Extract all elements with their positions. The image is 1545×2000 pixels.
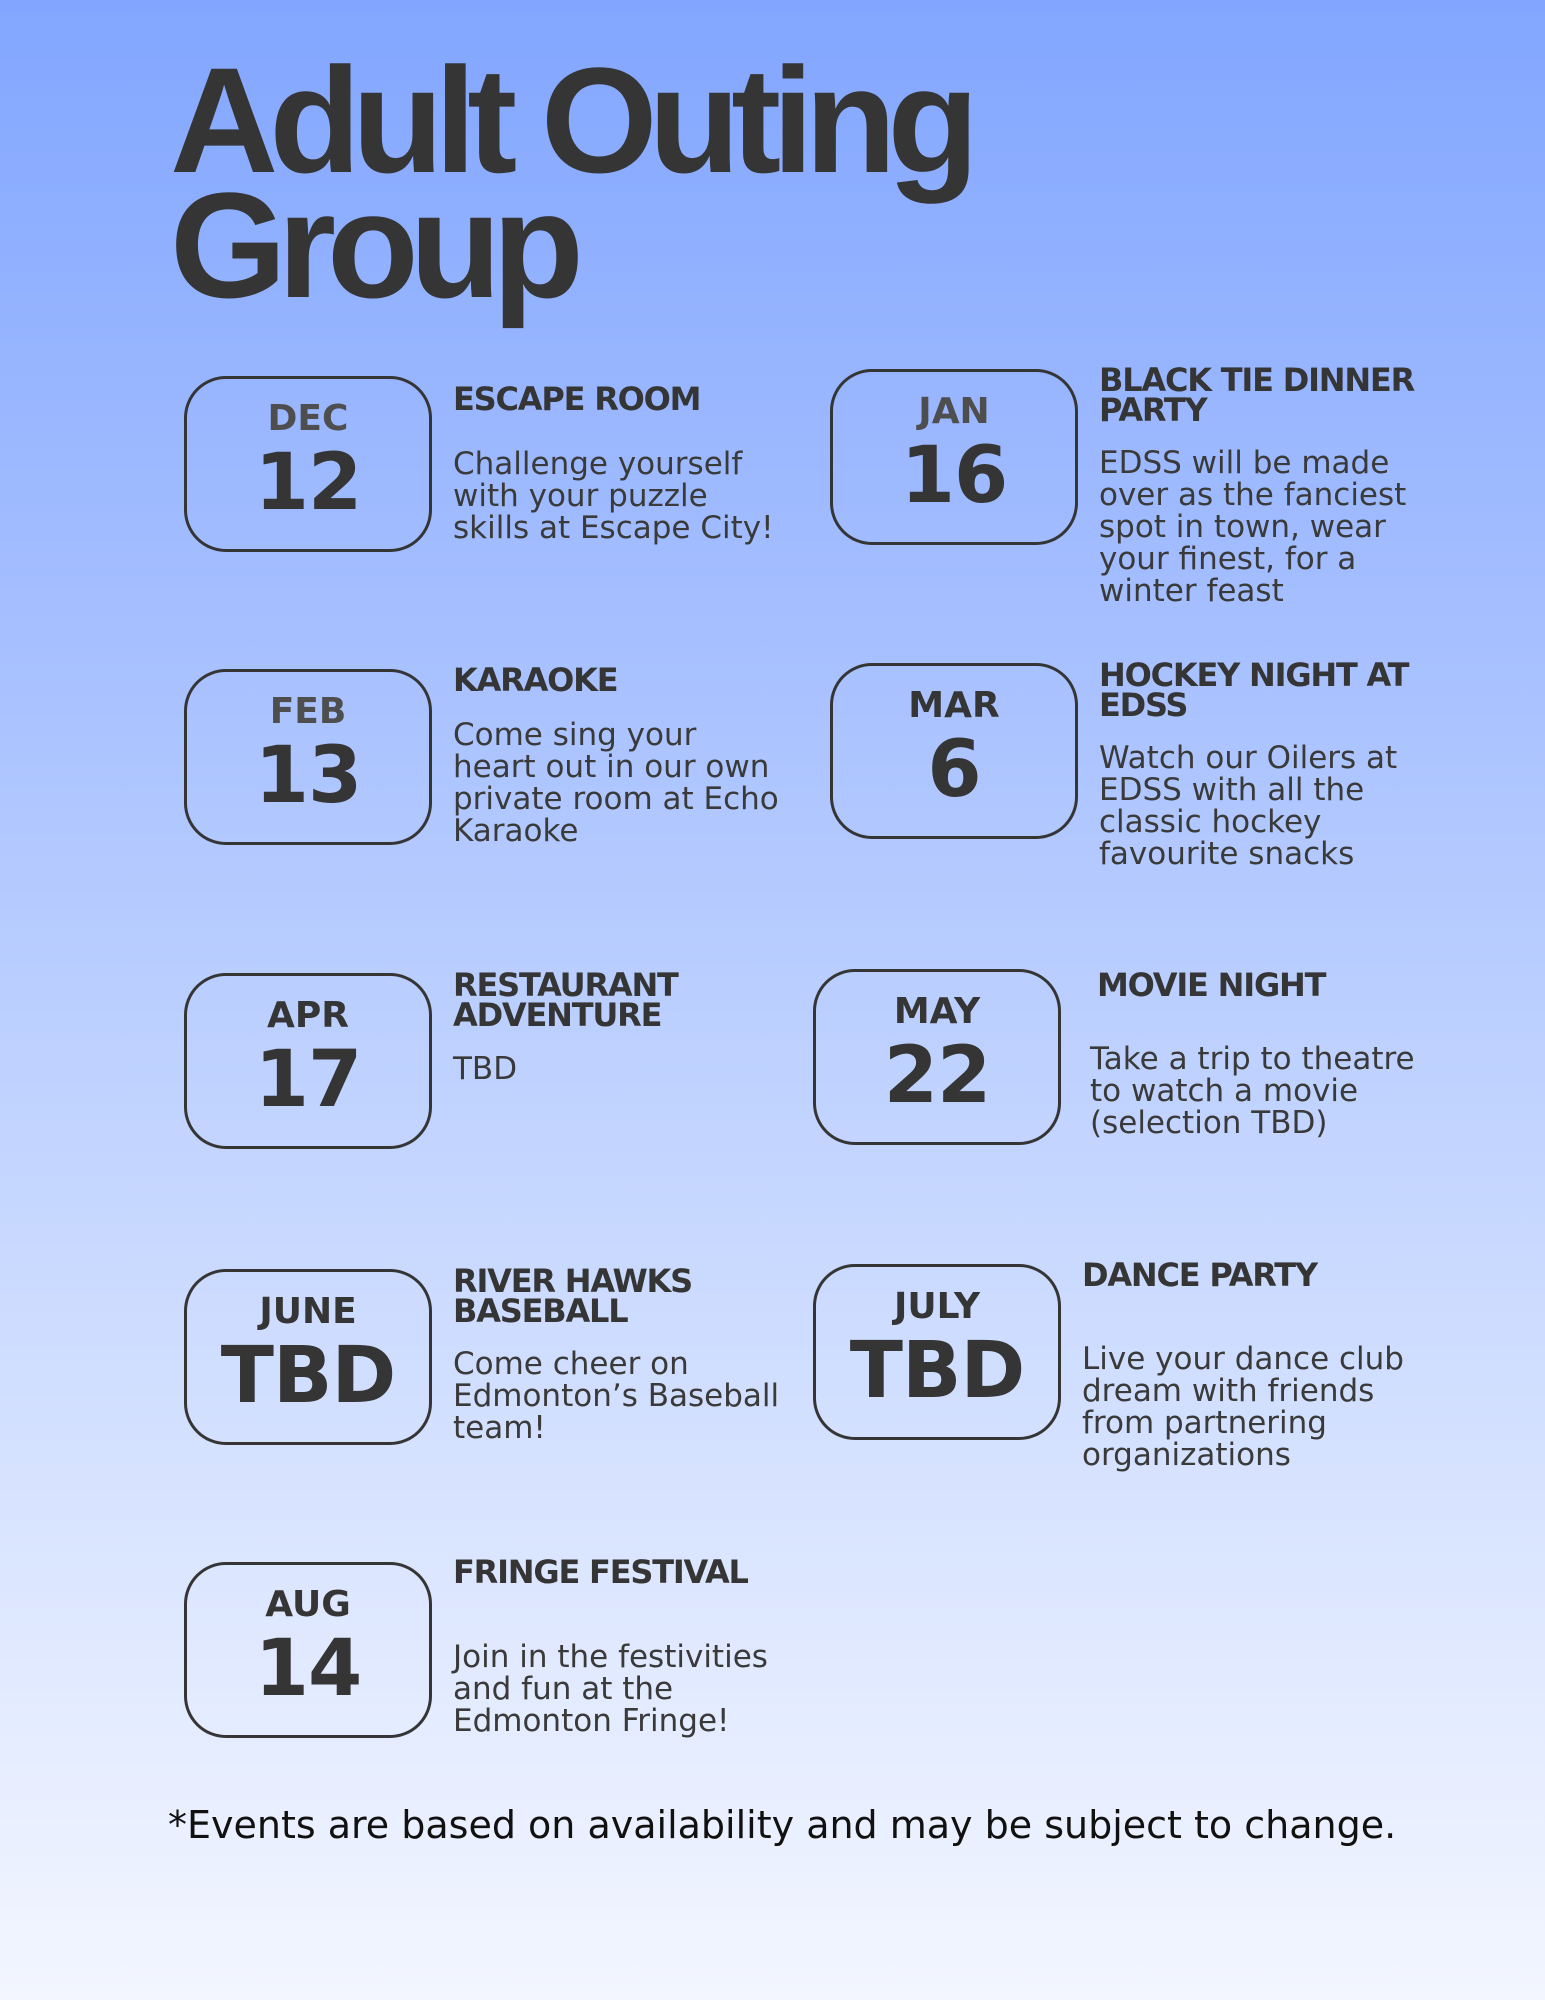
event-description: Take a trip to theatre to watch a movie (selection TBD): [1090, 1041, 1415, 1141]
event-month: JUNE: [259, 1291, 357, 1332]
event-day: 16: [900, 431, 1008, 521]
date-box-mar: [830, 663, 1078, 839]
event-description: Come sing your heart out in our own private room at Echo Karaoke: [453, 717, 779, 849]
event-month: DEC: [267, 398, 349, 439]
event-description: Live your dance club dream with friends from partnering organizations: [1082, 1341, 1404, 1473]
date-box-jan: [830, 369, 1078, 545]
event-title: BLACK TIE DINNER PARTY: [1099, 361, 1415, 429]
event-description: Come cheer on Edmonton’s Baseball team!: [453, 1346, 780, 1446]
event-title: DANCE PARTY: [1082, 1256, 1317, 1294]
event-day: TBD: [849, 1326, 1025, 1416]
event-day: 6: [927, 725, 981, 815]
event-description: TBD: [453, 1051, 518, 1087]
event-title: KARAOKE: [453, 661, 618, 699]
date-box-june: [184, 1269, 432, 1445]
date-box-aug: [184, 1562, 432, 1738]
event-title: RIVER HAWKS BASEBALL: [453, 1262, 693, 1330]
date-box-may: [813, 969, 1061, 1145]
event-month: AUG: [265, 1584, 351, 1625]
date-box-july: [813, 1264, 1061, 1440]
event-month: JULY: [893, 1286, 981, 1327]
event-month: MAY: [893, 991, 981, 1032]
event-description: EDSS will be made over as the fanciest spot in town, wear your finest, for a winter feast: [1099, 445, 1407, 609]
date-box-feb: [184, 669, 432, 845]
event-title: MOVIE NIGHT: [1097, 966, 1326, 1004]
event-title: HOCKEY NIGHT AT EDSS: [1099, 656, 1409, 724]
event-month: JAN: [918, 391, 990, 432]
event-month: FEB: [269, 691, 347, 732]
date-box-apr: [184, 973, 432, 1149]
event-day: 13: [254, 731, 362, 821]
event-day: 17: [254, 1035, 362, 1125]
event-title: RESTAURANT ADVENTURE: [453, 966, 678, 1034]
page-title: [170, 36, 971, 329]
title-line-2: Group: [170, 161, 575, 329]
event-description: Challenge yourself with your puzzle skills at Escape City!: [453, 446, 774, 546]
event-month: MAR: [908, 685, 1000, 726]
event-month: APR: [267, 995, 349, 1036]
event-day: TBD: [220, 1331, 396, 1421]
event-day: 14: [254, 1624, 362, 1714]
event-day: 22: [883, 1031, 991, 1121]
event-title: FRINGE FESTIVAL: [453, 1553, 748, 1591]
event-description: Join in the festivities and fun at the Edmonton Fringe!: [453, 1639, 768, 1739]
title-line-1: Adult Outing: [170, 36, 971, 204]
availability-footnote: *Events are based on availability and may be subject to change.: [168, 1803, 1397, 1847]
event-title: ESCAPE ROOM: [453, 380, 701, 418]
event-description: Watch our Oilers at EDSS with all the classic hockey favourite snacks: [1099, 740, 1398, 872]
event-day: 12: [254, 438, 362, 528]
date-box-dec: [184, 376, 432, 552]
